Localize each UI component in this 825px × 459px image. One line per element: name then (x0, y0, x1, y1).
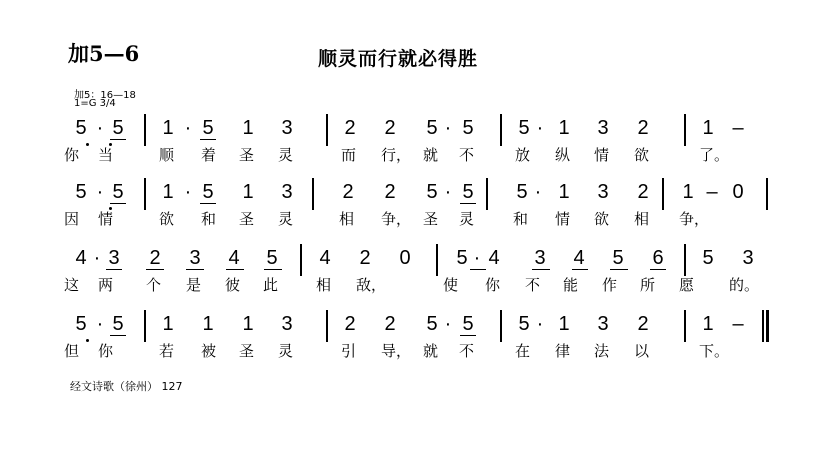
note-symbol: · (473, 247, 481, 269)
note-symbol: 5 (426, 313, 438, 335)
note-symbol: 5 (702, 247, 714, 269)
note-symbol: 2 (342, 181, 354, 203)
beam-underline (572, 269, 588, 270)
note-symbol: – (706, 181, 718, 203)
note-symbol: 4 (488, 247, 500, 269)
note-symbol: 5 (426, 181, 438, 203)
lyric-char: 了。 (699, 146, 730, 164)
note-symbol: 3 (597, 181, 609, 203)
beam-underline (146, 269, 164, 270)
bar-line (436, 244, 438, 276)
note-symbol: 5 (426, 117, 438, 139)
note-symbol: 3 (281, 313, 293, 335)
bar-line (144, 178, 146, 210)
note-symbol: 5 (462, 117, 474, 139)
lyric-char: 行， (381, 146, 412, 164)
lyric-char: 着 (201, 146, 217, 164)
beam-underline (110, 335, 126, 336)
lyric-char: 但 (64, 342, 80, 360)
note-symbol: 3 (189, 247, 201, 269)
lyric-char: 当 (98, 146, 114, 164)
lyric-char: 相 (339, 210, 355, 228)
lyric-char: 彼 (225, 276, 241, 294)
beam-underline (200, 139, 216, 140)
lyric-char: 两 (98, 276, 114, 294)
note-symbol: 3 (742, 247, 754, 269)
note-symbol: 1 (242, 117, 254, 139)
lyric-char: 放 (515, 146, 531, 164)
beam-underline (110, 203, 126, 204)
bar-line (144, 310, 146, 342)
lyric-char: 顺 (159, 146, 175, 164)
lyric-char: 的。 (729, 276, 760, 294)
octave-dot (109, 207, 112, 210)
note-symbol: 1 (558, 313, 570, 335)
note-symbol: 4 (319, 247, 331, 269)
note-symbol: 1 (558, 181, 570, 203)
lyric-char: 圣 (239, 210, 255, 228)
note-symbol: 2 (384, 117, 396, 139)
note-symbol: · (96, 313, 104, 335)
lyric-char: 引 (341, 342, 357, 360)
lyric-char: 圣 (239, 146, 255, 164)
note-symbol: 3 (281, 181, 293, 203)
note-symbol: 1 (702, 313, 714, 335)
lyric-char: 这 (64, 276, 80, 294)
note-symbol: 4 (75, 247, 87, 269)
lyric-char: 争， (679, 210, 710, 228)
lyric-char: 使 (443, 276, 459, 294)
note-symbol: 6 (652, 247, 664, 269)
note-symbol: · (536, 313, 544, 335)
bar-line (144, 114, 146, 146)
octave-dot (109, 143, 112, 146)
note-symbol: 5 (612, 247, 624, 269)
beam-underline (470, 269, 486, 270)
note-symbol: 3 (597, 117, 609, 139)
bar-line (766, 178, 768, 210)
lyric-char: 不 (525, 276, 541, 294)
lyric-char: 情 (594, 146, 610, 164)
lyric-char: 导， (381, 342, 412, 360)
note-symbol: 3 (534, 247, 546, 269)
note-symbol: 1 (702, 117, 714, 139)
lyric-char: 你 (64, 146, 80, 164)
note-symbol: 1 (202, 313, 214, 335)
note-symbol: 1 (682, 181, 694, 203)
lyric-char: 不 (459, 342, 475, 360)
lyric-char: 作 (602, 276, 618, 294)
bar-line (500, 310, 502, 342)
bar-line (300, 244, 302, 276)
lyric-char: 欲 (634, 146, 650, 164)
lyric-char: 就 (423, 146, 439, 164)
lyric-char: 能 (563, 276, 579, 294)
note-symbol: 4 (228, 247, 240, 269)
note-symbol: 2 (384, 313, 396, 335)
note-symbol: · (444, 117, 452, 139)
bar-line (684, 114, 686, 146)
lyric-char: 所 (640, 276, 656, 294)
lyric-char: 而 (341, 146, 357, 164)
lyric-char: 就 (423, 342, 439, 360)
beam-underline (460, 203, 476, 204)
note-symbol: · (96, 181, 104, 203)
note-symbol: 2 (359, 247, 371, 269)
note-symbol: – (732, 117, 744, 139)
note-symbol: 2 (637, 181, 649, 203)
note-symbol: 5 (75, 313, 87, 335)
note-symbol: · (444, 313, 452, 335)
beam-underline (110, 139, 126, 140)
note-symbol: 5 (75, 181, 87, 203)
bar-line (662, 178, 664, 210)
bar-line (684, 244, 686, 276)
note-symbol: · (184, 117, 192, 139)
lyric-char: 相 (634, 210, 650, 228)
page-title: 顺灵而行就必得胜 (318, 48, 479, 70)
note-symbol: 1 (162, 313, 174, 335)
note-symbol: 3 (597, 313, 609, 335)
lyric-char: 相 (316, 276, 332, 294)
lyric-char: 此 (263, 276, 279, 294)
note-symbol: 1 (162, 117, 174, 139)
beam-underline (226, 269, 244, 270)
key-signature: 1=G 3/4 (74, 98, 116, 109)
lyric-char: 灵 (459, 210, 475, 228)
lyric-char: 愿 (679, 276, 695, 294)
lyric-char: 灵 (278, 342, 294, 360)
bar-line (326, 114, 328, 146)
octave-dot (86, 143, 89, 146)
note-symbol: 4 (573, 247, 585, 269)
beam-underline (264, 269, 282, 270)
note-symbol: 0 (399, 247, 411, 269)
note-symbol: 5 (75, 117, 87, 139)
beam-underline (650, 269, 666, 270)
note-symbol: 2 (344, 313, 356, 335)
note-symbol: 5 (202, 117, 214, 139)
lyric-char: 法 (594, 342, 610, 360)
beam-underline (532, 269, 550, 270)
lyric-char: 若 (159, 342, 175, 360)
note-symbol: · (93, 247, 101, 269)
final-bar-line (762, 310, 764, 342)
note-symbol: 2 (384, 181, 396, 203)
note-symbol: · (536, 117, 544, 139)
note-symbol: 5 (462, 181, 474, 203)
note-symbol: 5 (462, 313, 474, 335)
note-symbol: · (444, 181, 452, 203)
lyric-char: 敌， (356, 276, 387, 294)
lyric-char: 你 (485, 276, 501, 294)
bar-line (312, 178, 314, 210)
beam-underline (200, 203, 216, 204)
note-symbol: 5 (456, 247, 468, 269)
scripture-reference: 加5：16—18 (74, 90, 136, 101)
note-symbol: 5 (516, 181, 528, 203)
lyric-char: 圣 (239, 342, 255, 360)
lyric-char: 被 (201, 342, 217, 360)
lyric-char: 欲 (159, 210, 175, 228)
lyric-char: 情 (98, 210, 114, 228)
note-symbol: · (96, 117, 104, 139)
note-symbol: · (534, 181, 542, 203)
lyric-char: 争， (381, 210, 412, 228)
note-symbol: 2 (637, 313, 649, 335)
lyric-char: 纵 (555, 146, 571, 164)
note-symbol: 1 (162, 181, 174, 203)
note-symbol: 0 (732, 181, 744, 203)
lyric-char: 下。 (699, 342, 730, 360)
beam-underline (460, 335, 476, 336)
note-symbol: 5 (518, 117, 530, 139)
lyric-char: 以 (634, 342, 650, 360)
bar-line (684, 310, 686, 342)
note-symbol: 5 (202, 181, 214, 203)
lyric-char: 个 (146, 276, 162, 294)
note-symbol: 2 (149, 247, 161, 269)
lyric-char: 和 (513, 210, 529, 228)
note-symbol: 2 (344, 117, 356, 139)
beam-underline (186, 269, 204, 270)
lyric-char: 是 (186, 276, 202, 294)
octave-dot (86, 339, 89, 342)
note-symbol: 1 (242, 181, 254, 203)
lyric-char: 灵 (278, 146, 294, 164)
lyric-char: 欲 (594, 210, 610, 228)
note-symbol: – (732, 313, 744, 335)
note-symbol: 5 (112, 117, 124, 139)
note-symbol: 5 (112, 181, 124, 203)
note-symbol: 5 (112, 313, 124, 335)
beam-underline (610, 269, 628, 270)
note-symbol: 5 (518, 313, 530, 335)
lyric-char: 因 (64, 210, 80, 228)
bar-line (500, 114, 502, 146)
note-symbol: 3 (281, 117, 293, 139)
lyric-char: 你 (98, 342, 114, 360)
lyric-char: 在 (515, 342, 531, 360)
beam-underline (106, 269, 122, 270)
lyric-char: 灵 (278, 210, 294, 228)
final-bar-line (766, 310, 769, 342)
lyric-char: 情 (555, 210, 571, 228)
note-symbol: 2 (637, 117, 649, 139)
note-symbol: 1 (242, 313, 254, 335)
lyric-char: 圣 (423, 210, 439, 228)
footer-source: 经文诗歌（徐州） 127 (70, 380, 183, 393)
lyric-char: 和 (201, 210, 217, 228)
lyric-char: 不 (459, 146, 475, 164)
note-symbol: 3 (108, 247, 120, 269)
note-symbol: 5 (266, 247, 278, 269)
song-code: 加5—6 (68, 41, 140, 66)
bar-line (326, 310, 328, 342)
lyric-char: 律 (555, 342, 571, 360)
note-symbol: 1 (558, 117, 570, 139)
bar-line (486, 178, 488, 210)
note-symbol: · (184, 181, 192, 203)
